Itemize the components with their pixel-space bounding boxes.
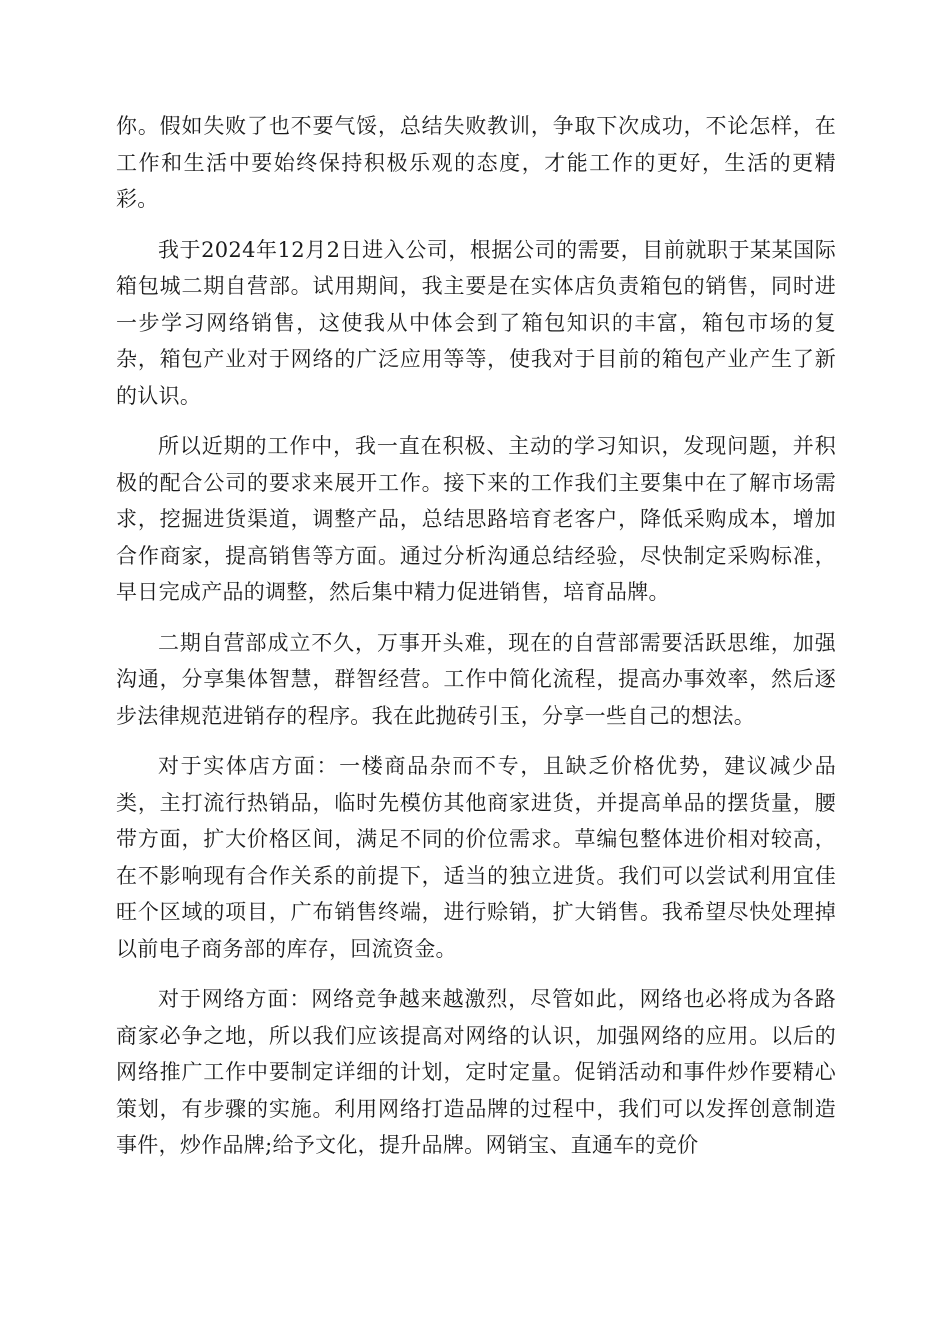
paragraph-continuation: 你。假如失败了也不要气馁，总结失败教训，争取下次成功，不论怎样，在工作和生活中要始终保持积极乐观的态度，才能工作的更好，生活的更精彩。: [116, 114, 836, 211]
paragraph-entry-date: 我于2024年12月2日进入公司，根据公司的需要，目前就职于某某国际箱包城二期自营部。试用期间，我主要是在实体店负责箱包的销售，同时进一步学习网络销售，这使我从中体会到了箱包知识的丰富，箱包市场的复杂，箱包产业对于网络的广泛应用等等，使我对于目前的箱包产业产生了新的认识。: [116, 237, 836, 408]
paragraph-physical-store: 对于实体店方面：一楼商品杂而不专，且缺乏价格优势，建议减少品类，主打流行热销品，临时先模仿其他商家进货，并提高单品的摆货量，腰带方面，扩大价格区间，满足不同的价位需求。草编包整体进价相对较高，在不影响现有合作关系的前提下，适当的独立进货。我们可以尝试利用宜佳旺个区域的项目，广布销售终端，进行赊销，扩大销售。我希望尽快处理掉以前电子商务部的库存，回流资金。: [116, 754, 836, 961]
paragraph-department: 二期自营部成立不久，万事开头难，现在的自营部需要活跃思维，加强沟通，分享集体智慧，群智经营。工作中简化流程，提高办事效率，然后逐步法律规范进销存的程序。我在此抛砖引玉，分享一些自己的想法。: [116, 630, 836, 728]
document-page: [116, 108, 836, 1178]
paragraph-recent-work: 所以近期的工作中，我一直在积极、主动的学习知识，发现问题，并积极的配合公司的要求来展开工作。接下来的工作我们主要集中在了解市场需求，挖掘进货渠道，调整产品，总结思路培育老客户，降低采购成本，增加合作商家，提高销售等方面。通过分析沟通总结经验，尽快制定采购标准，早日完成产品的调整，然后集中精力促进销售，培育品牌。: [116, 434, 836, 604]
paragraph-network: 对于网络方面：网络竞争越来越激烈，尽管如此，网络也必将成为各路商家必争之地，所以我们应该提高对网络的认识，加强网络的应用。以后的网络推广工作中要制定详细的计划，定时定量。促销活动和事件炒作要精心策划，有步骤的实施。利用网络打造品牌的过程中，我们可以发挥创意制造事件，炒作品牌;给予文化，提升品牌。网销宝、直通车的竞价: [116, 987, 836, 1157]
